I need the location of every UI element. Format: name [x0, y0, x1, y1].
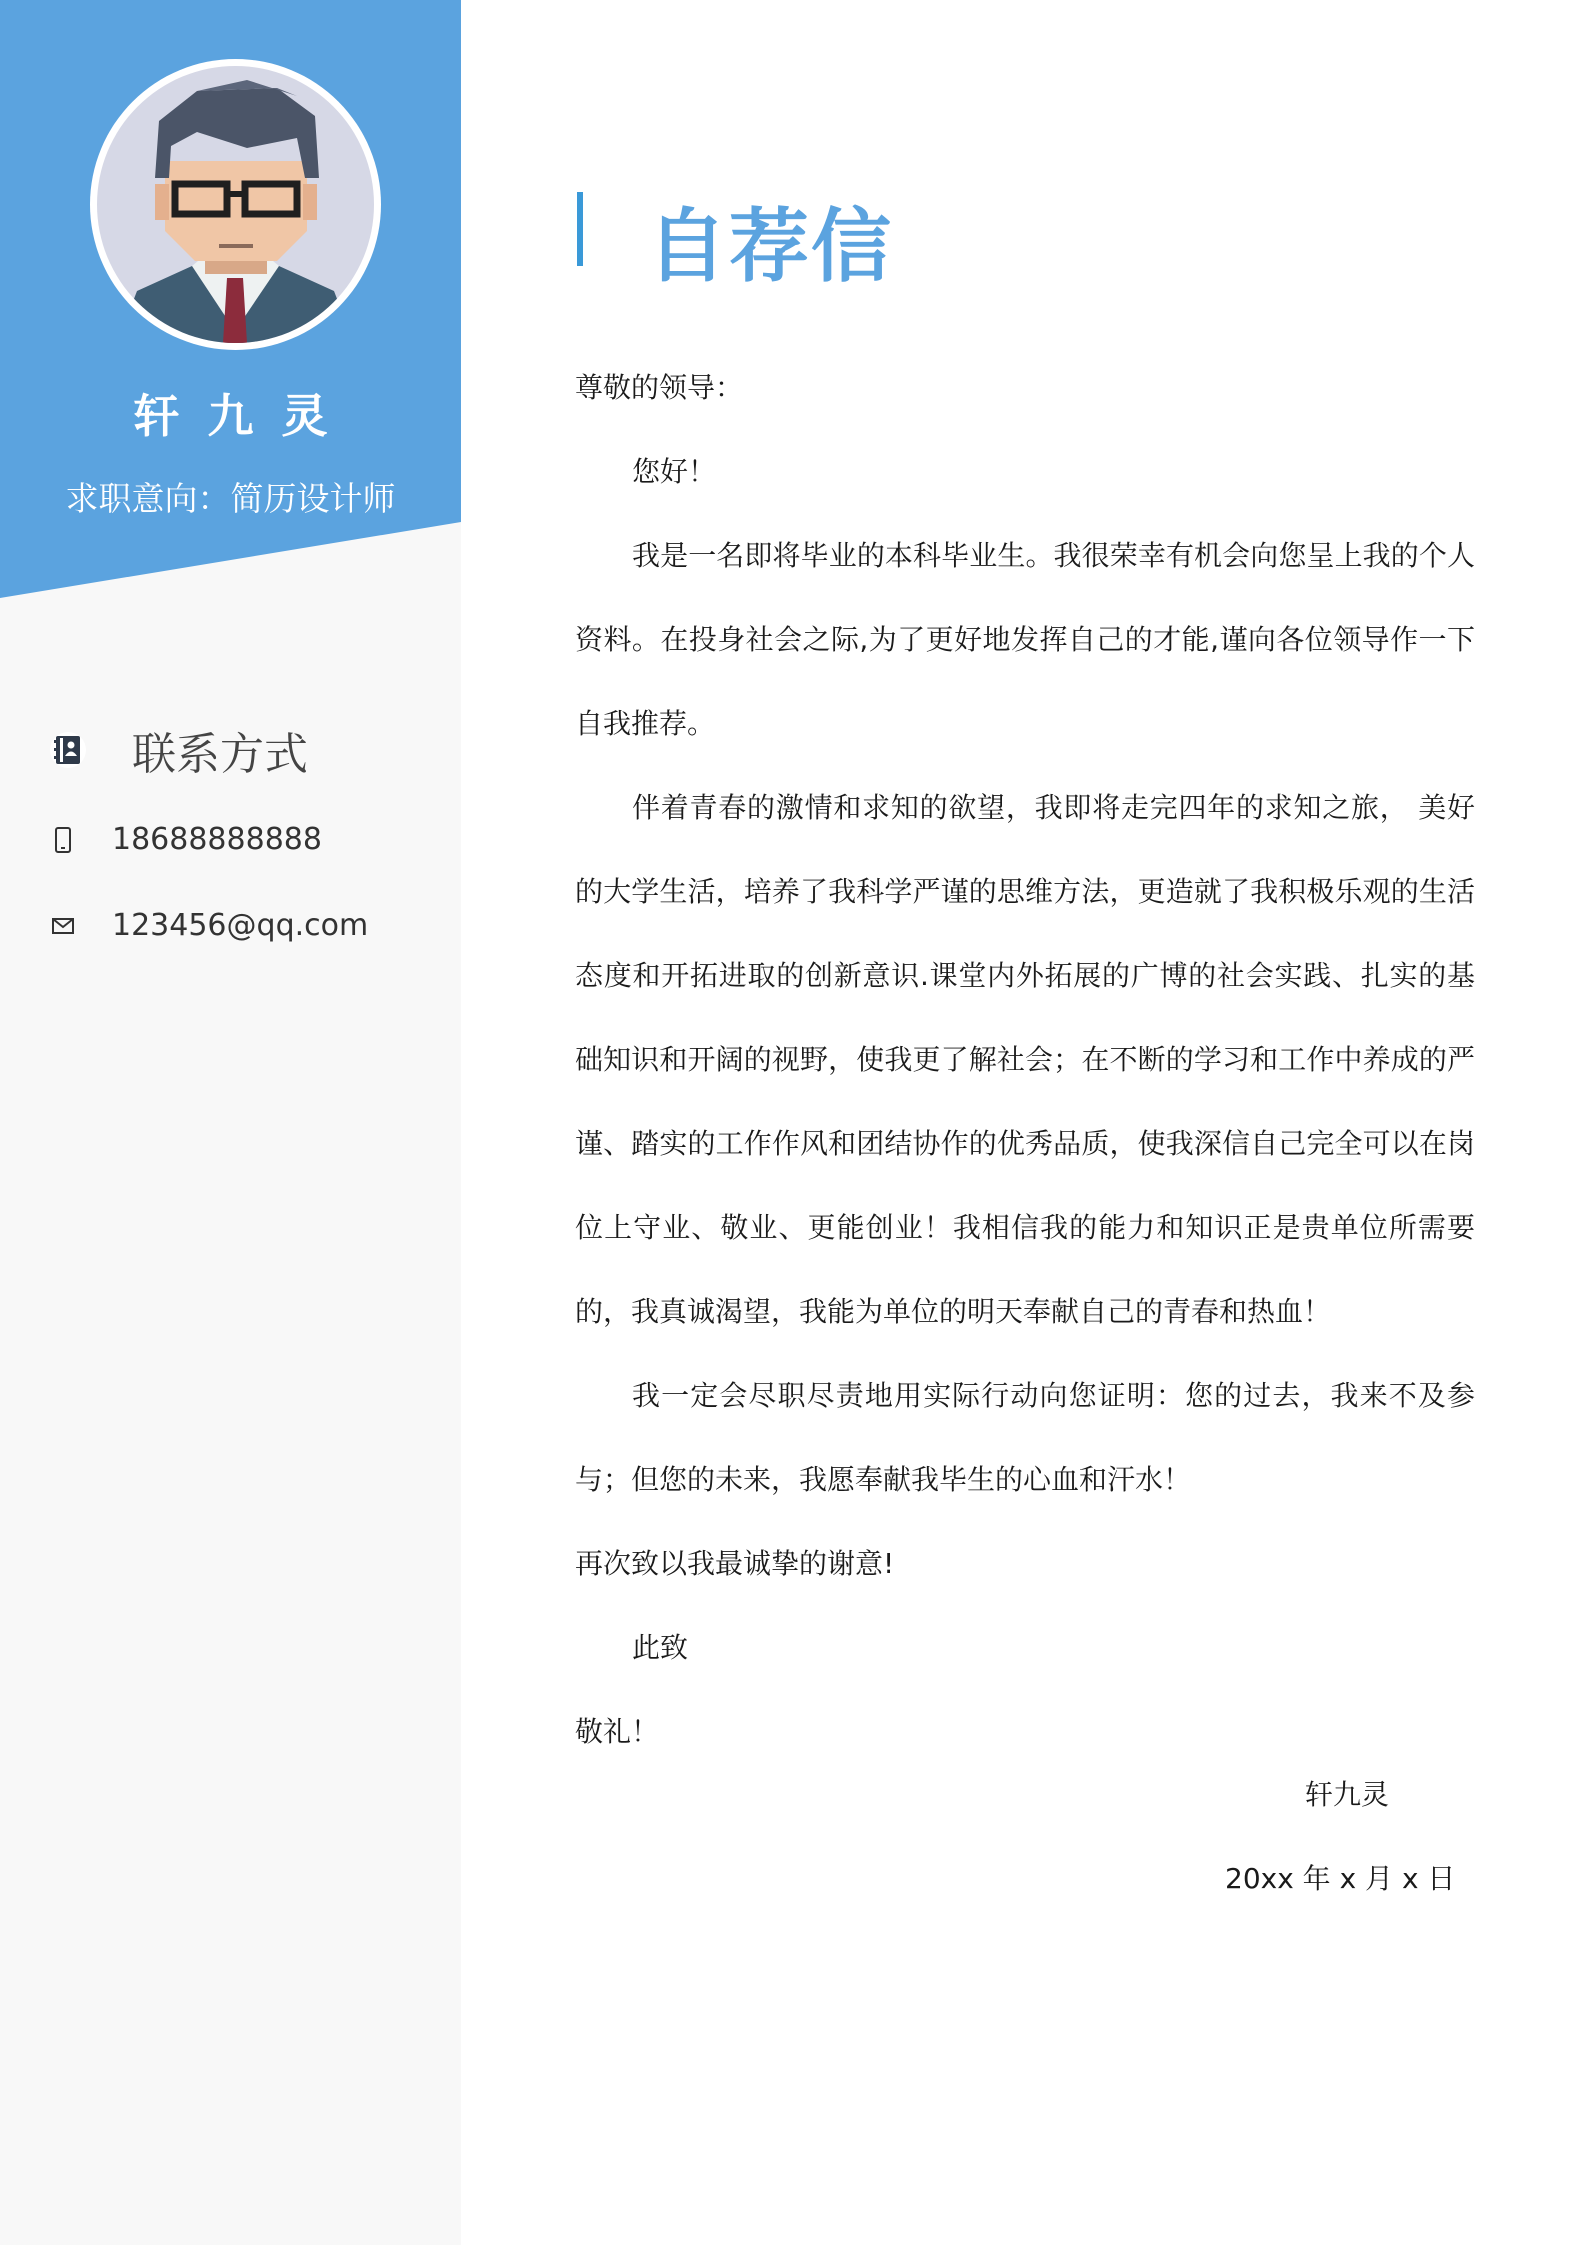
letter-body	[575, 346, 1475, 1774]
paragraph-experience: 伴着青春的激情和求知的欲望，我即将走完四年的求知之旅， 美好的大学生活，培养了我科学严谨的思维方法，更造就了我积极乐观的生活态度和开拓进取的创新意识.课堂内外拓展的广博的社会实践、扎实的基础知识和开阔的视野，使我更了解社会；在不断的学习和工作中养成的严谨、踏实的工作作风和团结协作的优秀品质，使我深信自己完全可以在岗位上守业、敬业、更能创业！我相信我的能力和知识正是贵单位所需要的，我真诚渴望，我能为单位的明天奉献自己的青春和热血！	[575, 791, 1475, 1328]
phone-number: 18688888888	[112, 822, 322, 857]
paragraph-intro: 我是一名即将毕业的本科毕业生。我很荣幸有机会向您呈上我的个人资料。在投身社会之际,为了更好地发挥自己的才能,谨向各位领导作一下自我推荐。	[575, 539, 1475, 740]
title-accent-bar	[577, 192, 583, 266]
greeting: 您好！	[632, 455, 717, 488]
contact-book-icon	[50, 732, 86, 768]
contact-title-label: 联系方式	[132, 729, 308, 780]
phone-icon	[50, 825, 76, 855]
signature: 轩九灵	[1305, 1778, 1390, 1811]
email-address: 123456@qq.com	[112, 908, 369, 943]
avatar	[90, 59, 381, 350]
candidate-name: 轩九灵	[133, 389, 356, 443]
closing-line-2: 敬礼！	[575, 1715, 660, 1748]
contact-section-title	[50, 720, 308, 780]
salutation: 尊敬的领导：	[575, 371, 744, 404]
profile-header	[0, 0, 461, 600]
mail-icon	[50, 911, 76, 941]
paragraph-commitment: 我一定会尽职尽责地用实际行动向您证明：您的过去，我来不及参与；但您的未来，我愿奉献我毕生的心血和汗水！	[575, 1379, 1475, 1496]
phone-row	[50, 822, 322, 857]
closing-line-1: 此致	[632, 1631, 689, 1664]
job-intent: 求职意向：简历设计师	[65, 479, 396, 518]
page-title: 自荐信	[647, 200, 893, 293]
sidebar	[0, 0, 461, 2245]
signature-date: 20xx 年 x 月 x 日	[1225, 1862, 1456, 1895]
email-row	[50, 908, 368, 943]
paragraph-thanks: 再次致以我最诚挚的谢意!	[575, 1547, 895, 1580]
avatar-illustration-icon	[97, 66, 374, 343]
